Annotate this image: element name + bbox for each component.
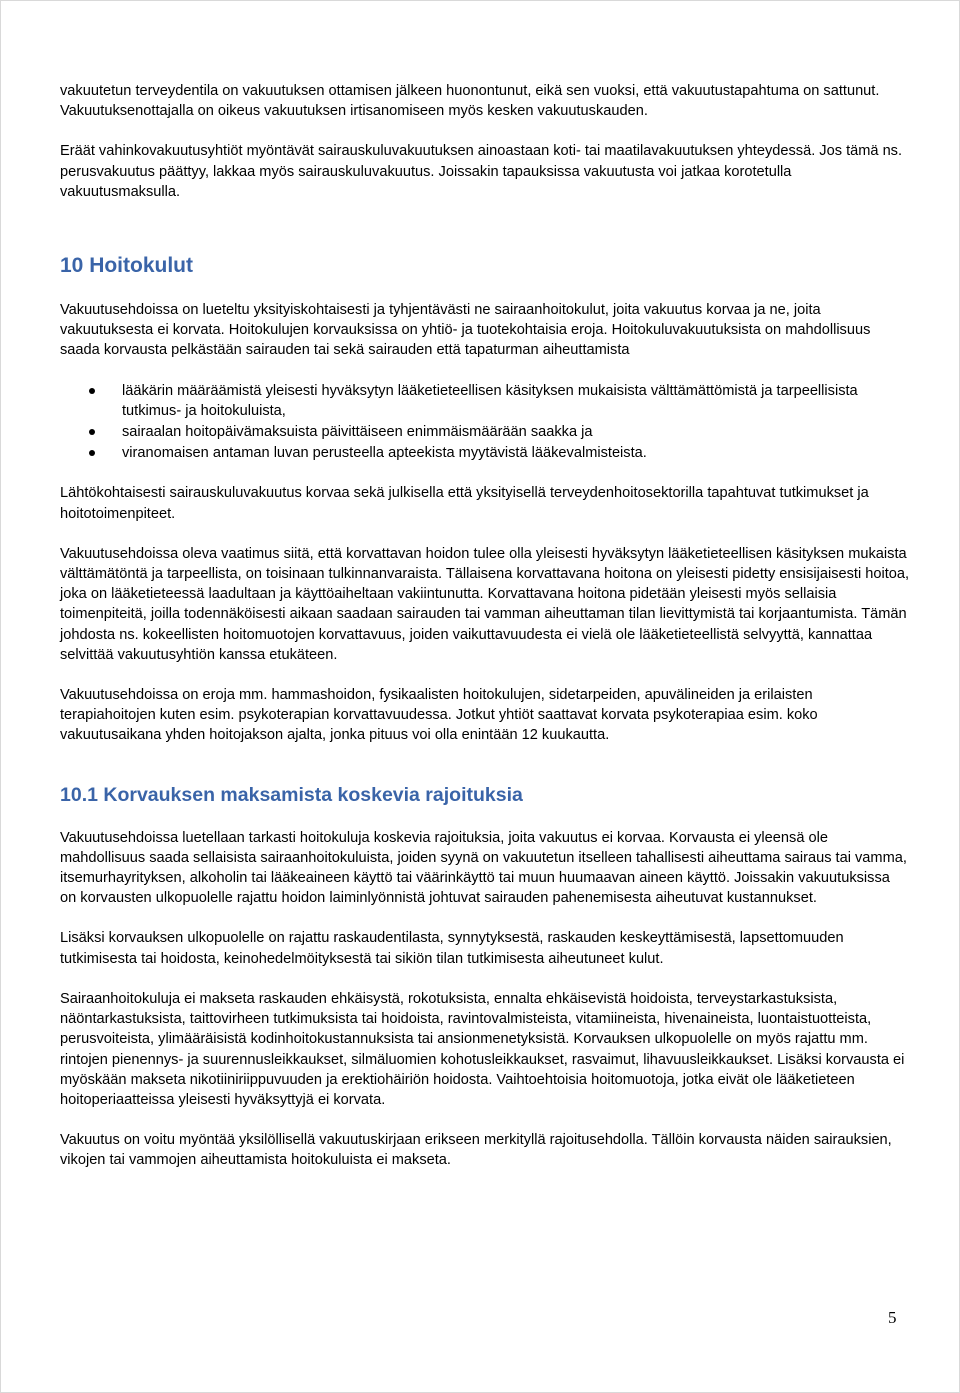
list-item-text: sairaalan hoitopäivämaksuista päivittäiseen enimmäismäärään saakka ja [122, 424, 593, 441]
section-10-paragraph-3: Vakuutusehdoissa on eroja mm. hammashoidon, fysikaalisten hoitokulujen, sidetarpeiden, apuvälineiden ja erilaisten terapiahoitojen kuten esim. psykoterapian korvattavuudessa. Jotkut yhtiöt saattavat korvata psykoterapiaa esim. koko vakuutusaikana yhden hoitojakson ajalta, jonka pituus voi olla enintään 12 kuukautta. [60, 687, 818, 744]
section-10-1-paragraph-4: Vakuutus on voitu myöntää yksilöllisellä vakuutuskirjaan erikseen merkityllä rajoitusehdolla. Tällöin korvausta näiden sairauksien, vikojen tai vammojen aiheuttamista hoitokuluista ei makseta. [60, 1132, 892, 1169]
list-item-text: lääkärin määräämistä yleisesti hyväksytyn lääketieteellisen käsityksen mukaisista välttämättömistä ja tarpeellisista tutkimus- ja hoitokuluista, [122, 382, 858, 419]
section-10-intro: Vakuutusehdoissa on lueteltu yksityiskohtaisesti ja tyhjentävästi ne sairaanhoitokulut, joita vakuutus korvaa ja ne, joita vakuutuksesta ei korvata. Hoitokulujen korvauksissa on yhtiö- ja tuotekohtaisia eroja. Hoitokuluvakuutuksista on mahdollisuus saada korvausta pelkästään sairauden tai sekä sairauden että tapaturman aiheuttamista [60, 302, 871, 359]
list-item [60, 422, 910, 442]
section-10-paragraph-1: Lähtökohtaisesti sairauskuluvakuutus korvaa sekä julkisella että yksityisellä terveydenhoitosektorilla tapahtuvat tutkimukset ja hoitotoimenpiteet. [60, 485, 869, 522]
section-heading-10: 10 Hoitokulut [60, 254, 194, 278]
bullet-icon [89, 388, 95, 394]
section-10-1-paragraph-1: Vakuutusehdoissa luetellaan tarkasti hoitokuluja koskevia rajoituksia, joita vakuutus ei korvaa. Korvausta ei yleensä ole mahdollisuus saada sellaisista sairaanhoitokuluista, joiden syynä on vakuutetun itselleen tahallisesti aiheuttama sairaus tai vamma, itsemurhayrityksen, alkoholin tai lääkeaineen käyttö tai väärinkäyttö tai muun huumaavan aineen käyttö. Joissakin vakuutuksissa on korvausten ulkopuolelle rajattu hoidon laiminlyönnistä johtuvat sairauden pahenemisesta aiheutuvat kustannukset. [60, 829, 907, 907]
section-10-paragraph-2: Vakuutusehdoissa oleva vaatimus siitä, että korvattavan hoidon tulee olla yleisesti hyväksytyn lääketieteellisen käsityksen mukaista välttämätöntä ja tarpeellista, on toisinaan tulkinnanvaraista. Tällaisena korvattavana hoitona on yleisesti pidetty ensisijaisesti hoitoa, joka on lääketieteessä laadultaan ja käyttöaiheltaan vakiintunutta. Korvattavana hoitona pidetään yleisesti myös sellaisia toimenpiteitä, joilla todennäköisesti aikaan saadaan sairauden tai vamman aiheuttaman tilan lievittymistä tai korjaantumista. Tämän johdosta ns. kokeellisten hoitomuotojen korvattavuus, joiden vaikuttavuudesta ei vielä ole lääketieteellistä selvyyttä, kannattaa selvittää vakuutusyhtiön kanssa etukäteen. [60, 545, 910, 663]
coverage-list [60, 381, 910, 464]
list-item-text: viranomaisen antaman luvan perusteella apteekista myytävistä lääkevalmisteista. [122, 445, 647, 462]
document-body [60, 81, 910, 1171]
section-heading-10-1: 10.1 Korvauksen maksamista koskevia rajoituksia [60, 783, 523, 806]
list-item [60, 443, 910, 463]
list-item [60, 381, 910, 421]
paragraph-intro-2: Eräät vahinkovakuutusyhtiöt myöntävät sairauskuluvakuutuksen ainoastaan koti- tai maatilavakuutuksen yhteydessä. Jos tämä ns. perusvakuutus päättyy, lakkaa myös sairauskuluvakuutus. Joissakin tapauksissa vakuutusta voi jatkaa korotetulla vakuutusmaksulla. [60, 143, 903, 200]
section-10-1-paragraph-2: Lisäksi korvauksen ulkopuolelle on rajattu raskaudentilasta, synnytyksestä, raskauden keskeyttämisestä, lapsettomuuden tutkimisesta tai hoidosta, keinohedelmöityksestä tai sikiön tilan tutkimisesta aiheutuneet kulut. [60, 930, 844, 967]
bullet-icon [89, 429, 95, 435]
section-10-1-paragraph-3: Sairaanhoitokuluja ei makseta raskauden ehkäisystä, rokotuksista, ennalta ehkäisevistä hoidoista, terveystarkastuksista, näöntarkastuksista, taittovirheen tutkimuksista tai hoidoista, ravintovalmisteista, vitamiineista, hivenaineista, luontaistuotteista, perusvoiteista, ylimääräisistä kodinhoitokustannuksista tai ansionmenetyksistä. Korvauksen ulkopuolelle on myös rajattu mm. rintojen pienennys- ja suurennusleikkaukset, silmäluomien kohotusleikkaukset, rasvaimut, lihavuusleikkaukset. Lisäksi korvausta ei myöskään makseta nikotiiniriippuvuuden ja erektiohäiriön hoidosta. Vaihtoehtoisia hoitomuotoja, jotka eivät ole lääketieteen hoitoperiaatteissa yleisesti hyväksyttyjä ei korvata. [60, 990, 905, 1108]
page-number: 5 [888, 1308, 897, 1327]
bullet-icon [89, 450, 95, 456]
paragraph-intro-1: vakuutetun terveydentila on vakuutuksen ottamisen jälkeen huonontunut, eikä sen vuoksi, että vakuutustapahtuma on sattunut. Vakuutuksenottajalla on oikeus vakuutuksen irtisanomiseen myös kesken vakuutuskauden. [60, 83, 880, 120]
